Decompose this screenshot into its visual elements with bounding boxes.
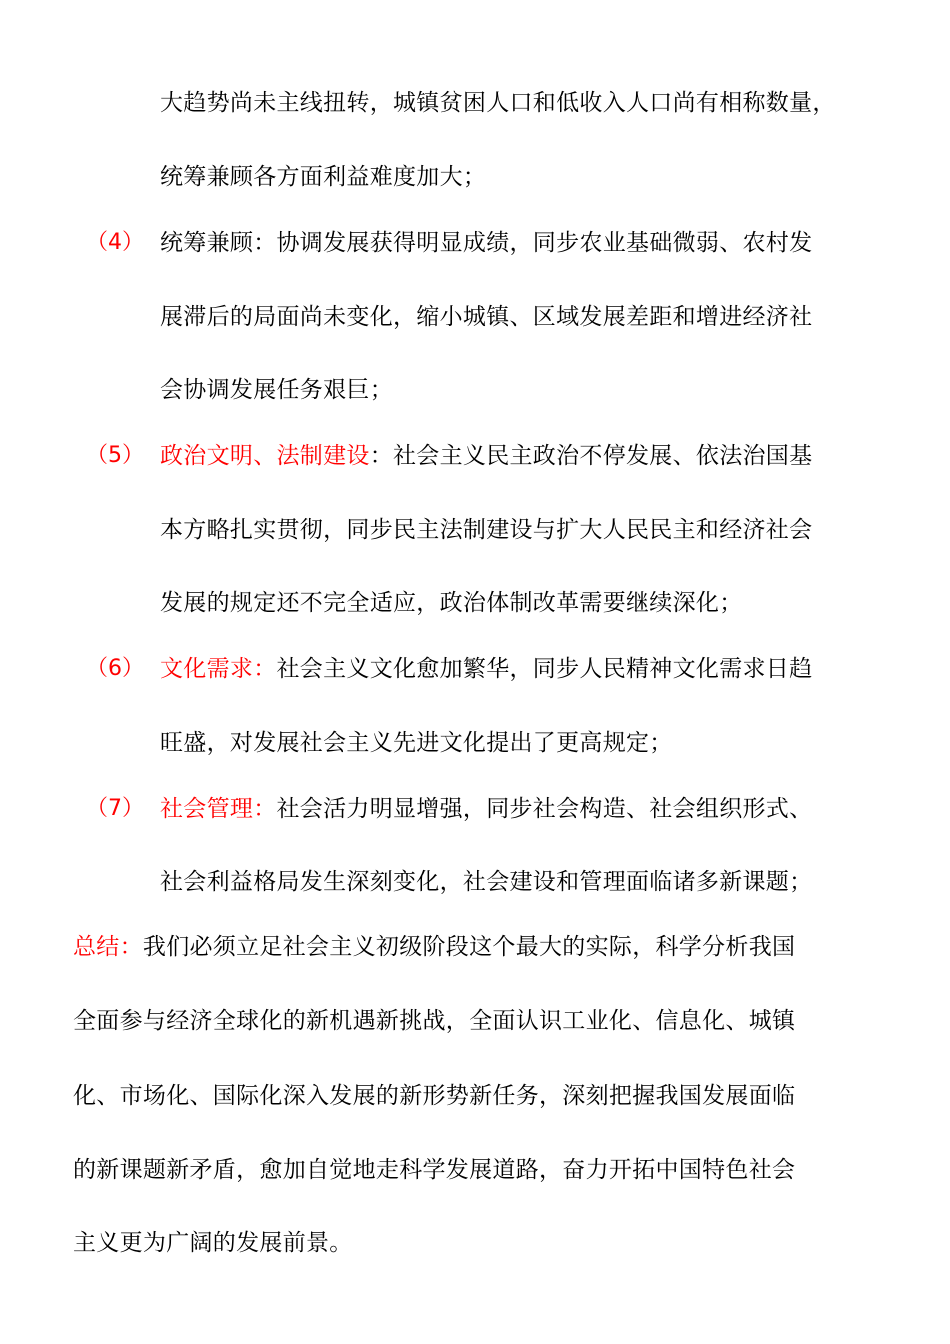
item-number: （7） xyxy=(86,796,144,821)
paragraph-line: 发展的规定还不完全适应，政治体制改革需要继续深化； xyxy=(160,590,743,616)
paragraph-line: 展滞后的局面尚未变化，缩小城镇、区域发展差距和增进经济社 xyxy=(160,304,813,330)
paragraph-line xyxy=(160,441,812,471)
paragraph-line: 会协调发展任务艰巨； xyxy=(160,377,393,403)
paragraph-line: 社会利益格局发生深刻变化，社会建设和管理面临诸多新课题； xyxy=(160,869,813,895)
summary-line: 的新课题新矛盾，愈加自觉地走科学发展道路，奋力开拓中国特色社会 xyxy=(73,1157,796,1183)
item-number: （6） xyxy=(86,656,144,681)
paragraph-line xyxy=(160,794,812,824)
item-number: （5） xyxy=(86,443,144,468)
summary-line: 化、市场化、国际化深入发展的新形势新任务，深刻把握我国发展面临 xyxy=(73,1083,796,1109)
paragraph-line: 大趋势尚未主线扭转，城镇贫困人口和低收入人口尚有相称数量， xyxy=(160,90,836,116)
summary-line: 全面参与经济全球化的新机遇新挑战，全面认识工业化、信息化、城镇 xyxy=(73,1008,796,1034)
summary-line xyxy=(73,932,795,962)
paragraph-line: 统筹兼顾：协调发展获得明显成绩，同步农业基础微弱、农村发 xyxy=(160,230,813,256)
item-number: （4） xyxy=(86,230,144,255)
item-text: 社会活力明显增强，同步社会构造、社会组织形式、 xyxy=(276,796,813,822)
item-heading: 社会管理： xyxy=(160,796,277,822)
item-text: 社会主义文化愈加繁华，同步人民精神文化需求日趋 xyxy=(276,656,813,682)
summary-text: 我们必须立足社会主义初级阶段这个最大的实际，科学分析我国 xyxy=(142,934,796,960)
summary-line: 主义更为广阔的发展前景。 xyxy=(73,1230,353,1256)
paragraph-line: 旺盛，对发展社会主义先进文化提出了更高规定； xyxy=(160,730,673,756)
item-text: ：社会主义民主政治不停发展、依法治国基 xyxy=(369,443,813,469)
item-heading: 文化需求： xyxy=(160,656,277,682)
item-heading: 政治文明、法制建设 xyxy=(160,443,370,469)
paragraph-line: 统筹兼顾各方面利益难度加大； xyxy=(160,164,487,190)
summary-label: 总结： xyxy=(73,934,143,960)
paragraph-line: 本方略扎实贯彻，同步民主法制建设与扩大人民民主和经济社会 xyxy=(160,517,813,543)
paragraph-line xyxy=(160,654,812,684)
